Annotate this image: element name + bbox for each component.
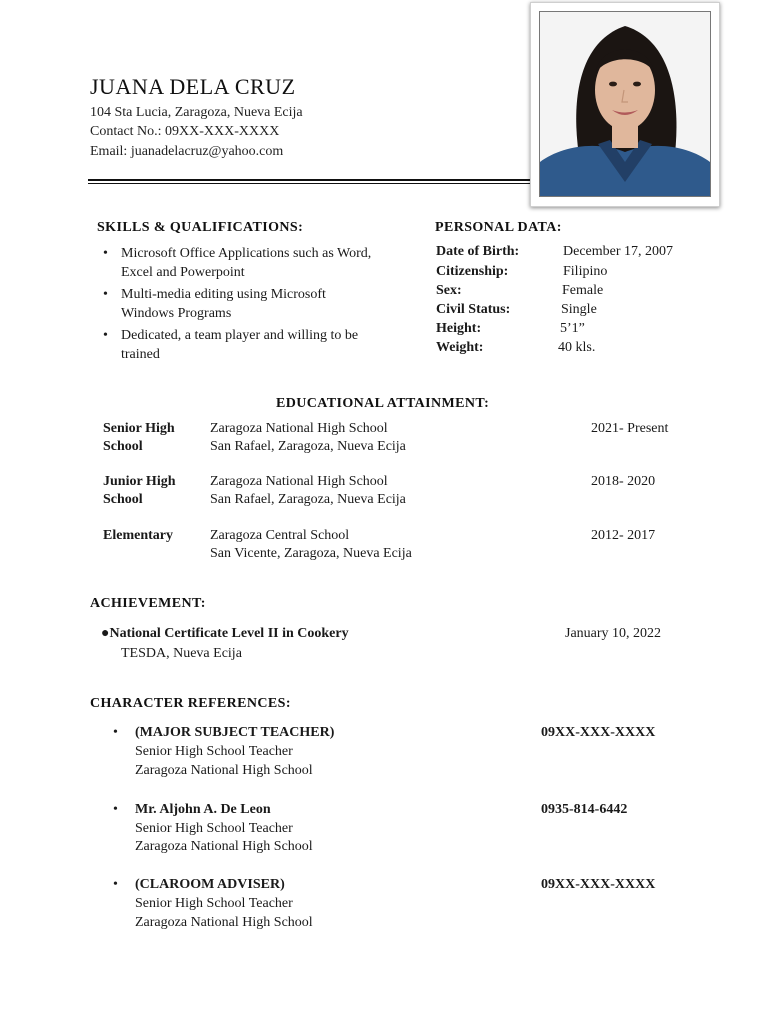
reference-phone: 0935-814-6442: [541, 802, 628, 817]
bullet-icon: ●: [101, 626, 110, 641]
reference-school: Zaragoza National High School: [135, 763, 313, 778]
achievement-title: ACHIEVEMENT:: [90, 596, 206, 611]
skills-title: SKILLS & QUALIFICATIONS:: [97, 220, 304, 235]
email-line: Email: juanadelacruz@yahoo.com: [90, 144, 284, 159]
reference-school: Zaragoza National High School: [135, 915, 313, 930]
achievement-org: TESDA, Nueva Ecija: [121, 646, 242, 661]
skills-list: [97, 244, 417, 367]
applicant-name: JUANA DELA CRUZ: [90, 74, 296, 99]
edu-school-junior-high: Zaragoza National High School San Rafael, Zaragoza, Nueva Ecija: [210, 474, 406, 507]
reference-position: Senior High School Teacher: [135, 896, 293, 911]
bullet-icon: •: [113, 877, 118, 892]
reference-name: (MAJOR SUBJECT TEACHER): [135, 725, 335, 740]
reference-name: Mr. Aljohn A. De Leon: [135, 802, 271, 817]
skill-item: • Multi-media editing using Microsoft Windows Programs: [103, 287, 326, 321]
applicant-photo: [539, 11, 711, 197]
reference-name: (CLAROOM ADVISER): [135, 877, 285, 892]
edu-years-elementary: 2012- 2017: [591, 528, 656, 543]
bullet-icon: •: [113, 725, 118, 740]
edu-years-junior-high: 2018- 2020: [591, 474, 656, 489]
edu-level-senior-high: Senior High School: [103, 421, 175, 454]
skill-item: • Microsoft Office Applications such as Word, Excel and Powerpoint: [103, 246, 372, 280]
portrait-illustration: [540, 12, 710, 196]
reference-position: Senior High School Teacher: [135, 821, 293, 836]
photo-frame: [530, 2, 720, 207]
contact-line: Contact No.: 09XX-XXX-XXXX: [90, 124, 280, 139]
achievement-item: ●National Certificate Level II in Cookery: [101, 626, 349, 641]
reference-phone: 09XX-XXX-XXXX: [541, 877, 656, 892]
skill-item: • Dedicated, a team player and willing to be trained: [103, 328, 359, 362]
personal-data-title: PERSONAL DATA:: [435, 220, 562, 235]
reference-school: Zaragoza National High School: [135, 839, 313, 854]
edu-school-senior-high: Zaragoza National High School San Rafael, Zaragoza, Nueva Ecija: [210, 421, 406, 454]
education-title: EDUCATIONAL ATTAINMENT:: [276, 396, 490, 411]
edu-school-elementary: Zaragoza Central School San Vicente, Zaragoza, Nueva Ecija: [210, 528, 412, 561]
edu-level-junior-high: Junior High School: [103, 474, 176, 507]
bullet-icon: •: [113, 802, 118, 817]
edu-level-elementary: Elementary: [103, 528, 173, 543]
references-title: CHARACTER REFERENCES:: [90, 696, 291, 711]
reference-phone: 09XX-XXX-XXXX: [541, 725, 656, 740]
edu-years-senior-high: 2021- Present: [591, 421, 669, 436]
address-line: 104 Sta Lucia, Zaragoza, Nueva Ecija: [90, 105, 303, 120]
achievement-date: January 10, 2022: [565, 626, 662, 641]
reference-position: Senior High School Teacher: [135, 744, 293, 759]
